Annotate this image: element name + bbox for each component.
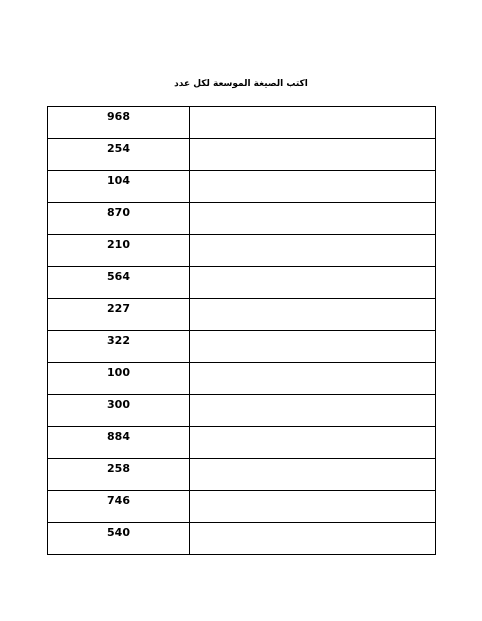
number-cell: 322 (48, 331, 190, 363)
answer-cell[interactable] (190, 171, 436, 203)
answer-cell[interactable] (190, 267, 436, 299)
table-row (48, 523, 436, 555)
answer-cell[interactable] (190, 107, 436, 139)
answer-cell[interactable] (190, 299, 436, 331)
number-cell: 254 (48, 139, 190, 171)
table-row (48, 235, 436, 267)
table-row (48, 363, 436, 395)
number-cell: 884 (48, 427, 190, 459)
table-row (48, 331, 436, 363)
number-cell: 258 (48, 459, 190, 491)
table-row (48, 139, 436, 171)
number-cell: 968 (48, 107, 190, 139)
answer-cell[interactable] (190, 331, 436, 363)
answer-cell[interactable] (190, 235, 436, 267)
number-cell: 300 (48, 395, 190, 427)
table-row (48, 299, 436, 331)
table-row (48, 171, 436, 203)
answer-cell[interactable] (190, 363, 436, 395)
number-cell: 104 (48, 171, 190, 203)
table-row (48, 395, 436, 427)
number-cell: 100 (48, 363, 190, 395)
page-title: اكتب الصيغة الموسعة لكل عدد (174, 79, 308, 89)
number-cell: 210 (48, 235, 190, 267)
answer-cell[interactable] (190, 459, 436, 491)
answer-cell[interactable] (190, 523, 436, 555)
number-cell: 564 (48, 267, 190, 299)
table-row (48, 491, 436, 523)
table-row (48, 203, 436, 235)
answer-cell[interactable] (190, 139, 436, 171)
table-row (48, 459, 436, 491)
answer-cell[interactable] (190, 491, 436, 523)
answer-cell[interactable] (190, 395, 436, 427)
table-row (48, 267, 436, 299)
table-row (48, 427, 436, 459)
number-cell: 540 (48, 523, 190, 555)
table-row (48, 107, 436, 139)
number-cell: 746 (48, 491, 190, 523)
number-cell: 227 (48, 299, 190, 331)
answer-cell[interactable] (190, 203, 436, 235)
number-cell: 870 (48, 203, 190, 235)
answer-cell[interactable] (190, 427, 436, 459)
number-table (47, 106, 436, 555)
